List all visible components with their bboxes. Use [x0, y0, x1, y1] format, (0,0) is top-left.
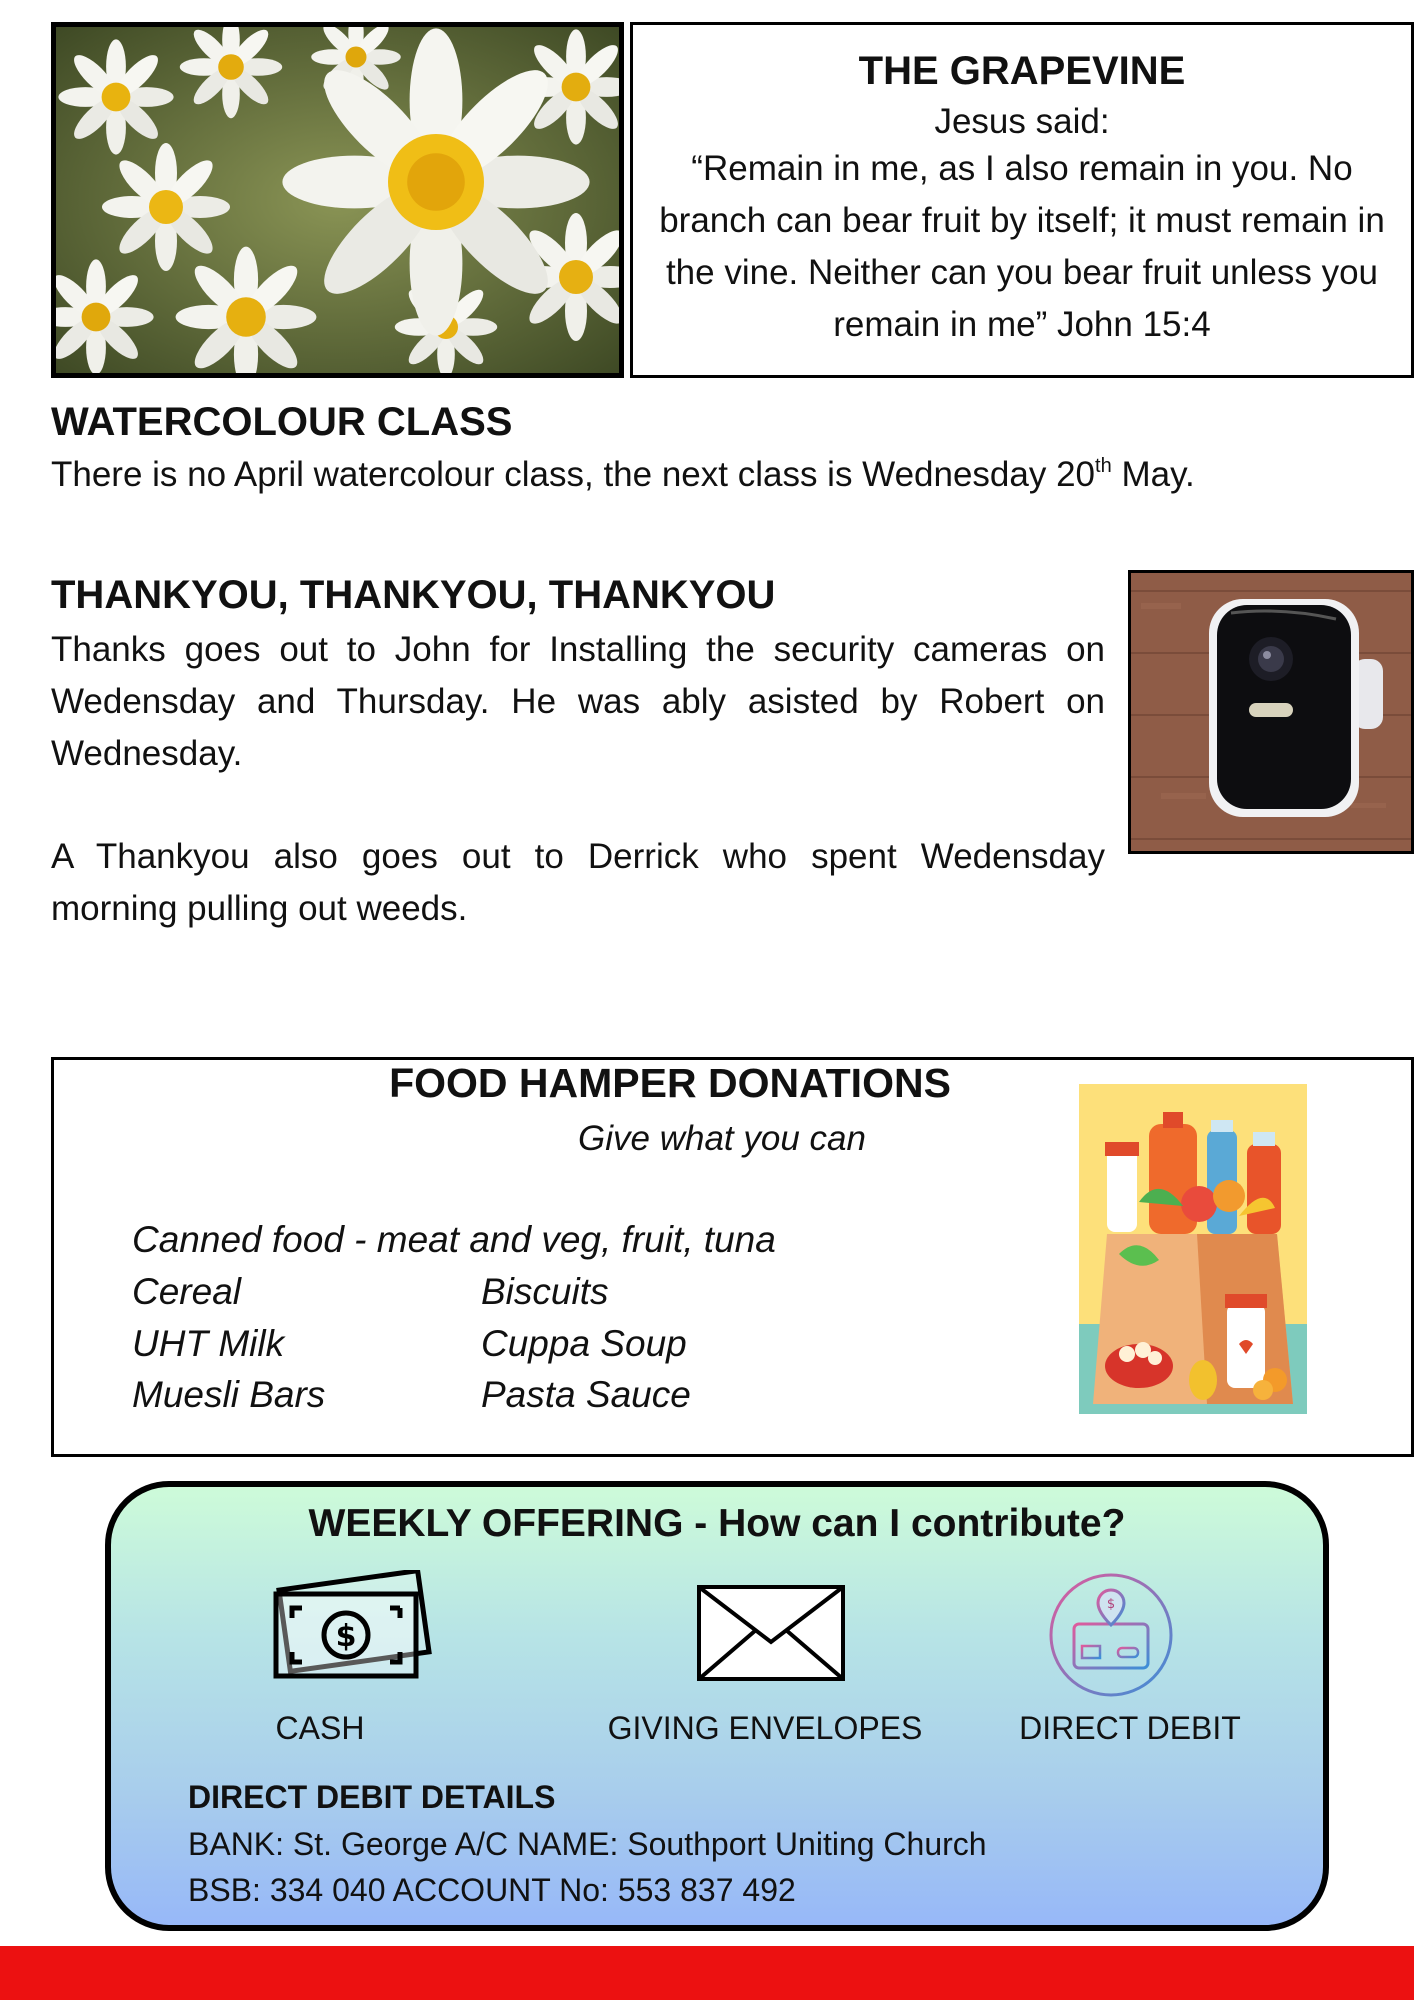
food-item: Canned food - meat and veg, fruit, tuna — [132, 1219, 776, 1260]
bible-verse: “Remain in me, as I also remain in you. No branch can bear fruit by itself; it must remain in the vine. Neither can you bear fruit unless you remain in me” John 15:4 — [659, 149, 1385, 344]
food-item: UHT Milk — [132, 1323, 285, 1364]
direct-debit-details-heading: DIRECT DEBIT DETAILS — [188, 1779, 556, 1815]
watercolour-heading: WATERCOLOUR CLASS — [51, 400, 513, 444]
daisy-photo — [51, 22, 624, 378]
grapevine-title: THE GRAPEVINE — [858, 49, 1186, 93]
thankyou-paragraph: Thanks goes out to John for Installing the security cameras on Wedensday and Thursday. He was ably asisted by Robert on Wednesday. — [51, 630, 1105, 773]
direct-debit-icon — [1048, 1572, 1174, 1698]
watercolour-text-main: There is no April watercolour class, the next class is Wednesday 20 — [51, 455, 1096, 494]
svg-text:$: $ — [1106, 1597, 1116, 1612]
grapevine-intro: Jesus said: — [934, 102, 1110, 141]
food-item: Biscuits — [481, 1271, 609, 1312]
footer-bar — [0, 1946, 1414, 2000]
security-camera-photo — [1128, 570, 1414, 854]
food-item: Cereal — [132, 1271, 241, 1312]
date-ordinal: th — [1095, 455, 1112, 477]
watercolour-text — [51, 454, 1195, 496]
giving-envelopes-label: GIVING ENVELOPES — [607, 1710, 923, 1746]
direct-debit-label: DIRECT DEBIT — [1019, 1710, 1241, 1746]
envelope-icon — [696, 1584, 846, 1682]
grocery-bag-illustration — [1079, 1084, 1307, 1414]
food-item: Pasta Sauce — [481, 1374, 691, 1415]
bsb-account-details: BSB: 334 040 ACCOUNT No: 553 837 492 — [188, 1872, 796, 1908]
food-hamper-title: FOOD HAMPER DONATIONS — [389, 1060, 951, 1106]
svg-text:$: $ — [335, 1619, 357, 1654]
food-hamper-subtitle: Give what you can — [578, 1119, 866, 1158]
food-item: Muesli Bars — [132, 1374, 326, 1415]
grapevine-box — [630, 22, 1414, 378]
cash-icon — [270, 1570, 442, 1682]
food-item: Cuppa Soup — [481, 1323, 687, 1364]
bank-details: BANK: St. George A/C NAME: Southport Uniting Church — [188, 1826, 987, 1862]
offering-title: WEEKLY OFFERING - How can I contribute? — [308, 1502, 1126, 1545]
thankyou-paragraph: A Thankyou also goes out to Derrick who spent Wedensday morning pulling out weeds. — [51, 837, 1105, 928]
thankyou-heading: THANKYOU, THANKYOU, THANKYOU — [51, 573, 776, 617]
watercolour-text-end: May. — [1111, 455, 1195, 494]
cash-label: CASH — [275, 1710, 365, 1746]
